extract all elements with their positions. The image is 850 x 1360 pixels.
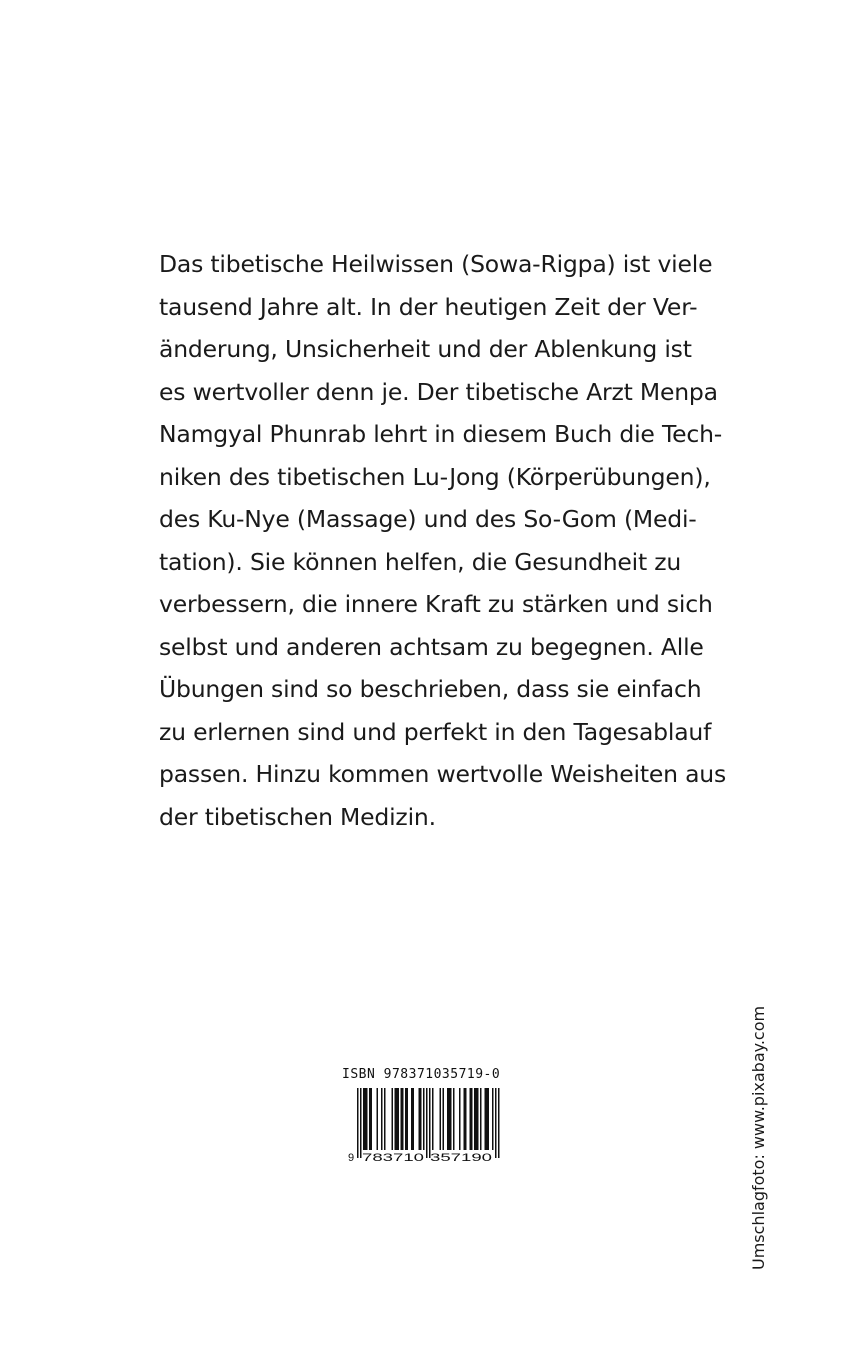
barcode-bar: [440, 1088, 442, 1150]
barcode-bar: [369, 1088, 371, 1150]
barcode-bar: [419, 1088, 421, 1150]
blurb-line: des Ku-Nye (Massage) und des So-Gom (Medi-: [159, 505, 697, 533]
barcode-bar: [492, 1088, 494, 1150]
barcode-bar: [411, 1088, 413, 1150]
barcode-bar: [488, 1088, 490, 1150]
barcode-bar: [357, 1088, 359, 1158]
blurb-line: verbessern, die innere Kraft zu stärken und sich: [159, 590, 713, 618]
barcode-bar: [477, 1088, 479, 1150]
barcode-bar: [432, 1088, 434, 1150]
blurb-line: Das tibetische Heilwissen (Sowa-Rigpa) ist viele: [159, 250, 713, 278]
blurb-text: [159, 243, 727, 838]
barcode-bar: [449, 1088, 451, 1150]
barcode-bar: [377, 1088, 379, 1150]
barcode-bar: [498, 1088, 500, 1158]
barcode-bar: [429, 1088, 431, 1158]
barcode-bar: [465, 1088, 467, 1150]
barcode-bar: [486, 1088, 488, 1150]
barcode-graphic: [340, 1088, 505, 1164]
blurb-line: passen. Hinzu kommen wertvolle Weisheiten aus: [159, 760, 727, 788]
barcode-bar: [470, 1088, 472, 1150]
barcode-bar: [401, 1088, 403, 1150]
barcode-bar: [426, 1088, 428, 1158]
barcode-left-digits: 783710: [362, 1152, 424, 1164]
cover-photo-credit: Umschlagfoto: www.pixabay.com: [749, 1005, 768, 1270]
blurb-line: tausend Jahre alt. In der heutigen Zeit der Ver-: [159, 292, 698, 321]
barcode-bar: [392, 1088, 394, 1150]
barcode-bar: [474, 1088, 476, 1150]
barcode-right-digits: 357190: [430, 1152, 492, 1164]
barcode-bar: [413, 1088, 415, 1150]
barcode-bar: [471, 1088, 473, 1150]
barcode-bar: [485, 1088, 487, 1150]
barcode-bar: [453, 1088, 455, 1150]
barcode-bar: [360, 1088, 362, 1158]
blurb-line: Übungen sind so beschrieben, dass sie einfach: [159, 675, 702, 703]
blurb-line: selbst und anderen achtsam zu begegnen. Alle: [159, 632, 704, 661]
isbn-label: ISBN 978371035719-0: [342, 1067, 501, 1082]
barcode-bar: [459, 1088, 461, 1150]
barcode: [340, 1088, 505, 1164]
barcode-bar: [384, 1088, 386, 1150]
blurb-line: Namgyal Phunrab lehrt in diesem Buch die Tech-: [159, 420, 723, 448]
barcode-bar: [366, 1088, 368, 1150]
barcode-bar: [476, 1088, 478, 1150]
barcode-bar: [395, 1088, 397, 1150]
barcode-first-digit: 9: [348, 1152, 355, 1164]
blurb-line: tation). Sie können helfen, die Gesundheit zu: [159, 547, 682, 576]
barcode-bar: [443, 1088, 445, 1150]
barcode-bar: [464, 1088, 466, 1150]
barcode-bar: [398, 1088, 400, 1150]
barcode-bar: [365, 1088, 367, 1150]
blurb-line: der tibetischen Medizin.: [159, 802, 436, 831]
blurb-line: es wertvoller denn je. Der tibetische Arzt Menpa: [159, 377, 718, 406]
barcode-bar: [396, 1088, 398, 1150]
barcode-bar: [420, 1088, 422, 1150]
barcode-bar: [363, 1088, 365, 1150]
barcode-bar: [450, 1088, 452, 1150]
barcode-bar: [402, 1088, 404, 1150]
barcode-bar: [447, 1088, 449, 1150]
barcode-bar: [423, 1088, 425, 1150]
barcode-bar: [480, 1088, 482, 1150]
blurb-line: niken des tibetischen Lu-Jong (Körperübungen),: [159, 462, 711, 491]
barcode-bar: [495, 1088, 497, 1158]
barcode-bar: [371, 1088, 373, 1150]
barcode-bar: [381, 1088, 383, 1150]
blurb-line: zu erlernen sind und perfekt in den Tagesablauf: [159, 717, 712, 746]
blurb-line: änderung, Unsicherheit und der Ablenkung ist: [159, 335, 692, 363]
barcode-bar: [407, 1088, 409, 1150]
barcode-bars: [357, 1088, 500, 1158]
barcode-bar: [405, 1088, 407, 1150]
